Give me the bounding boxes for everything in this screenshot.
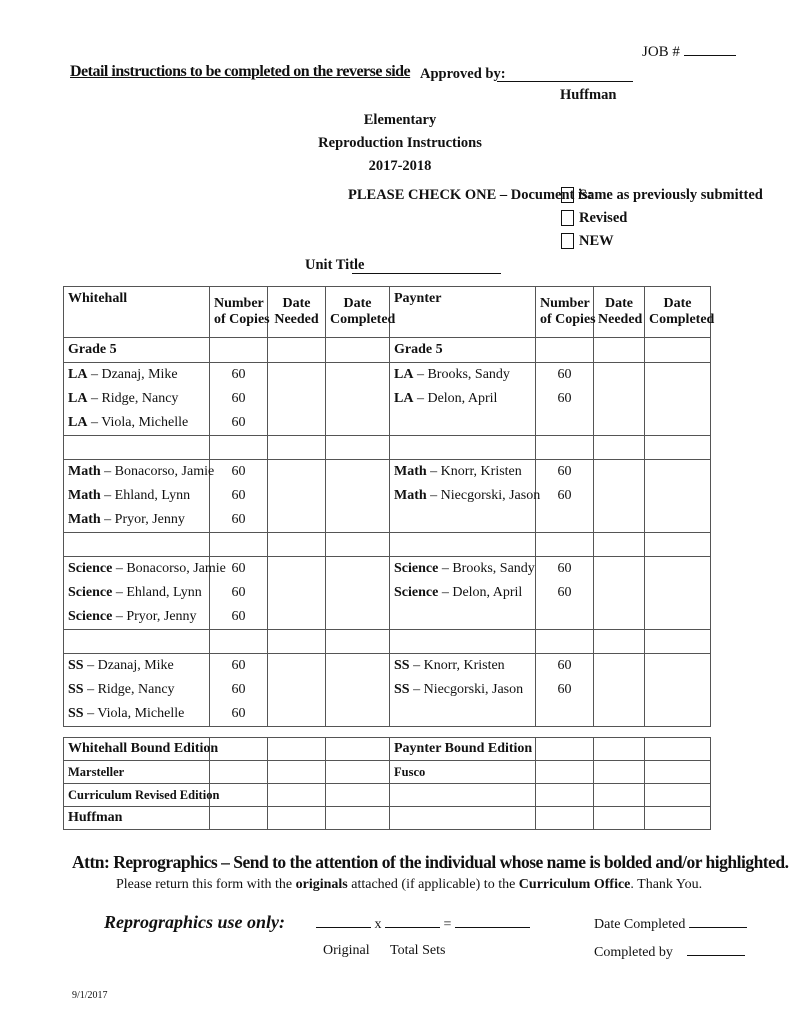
empty-cell[interactable] [210, 533, 268, 557]
empty-cell[interactable] [536, 630, 594, 654]
teacher-name: Pryor, Jenny [126, 609, 197, 624]
teacher-name: Pryor, Jenny [114, 512, 185, 527]
form-date: 9/1/2017 [72, 990, 108, 1001]
completed-cell[interactable] [326, 460, 390, 485]
copies-cell[interactable]: 60 [210, 557, 268, 582]
subject-label: Science [68, 561, 113, 576]
subject-label: Math [394, 488, 427, 503]
completed-cell[interactable] [326, 738, 390, 761]
completed-cell[interactable] [326, 557, 390, 582]
needed-cell[interactable] [594, 508, 645, 533]
total-sets-field[interactable] [385, 915, 440, 928]
option-same-label: Same as previously submitted [579, 187, 763, 203]
needed-cell[interactable] [594, 411, 645, 436]
needed-cell[interactable] [268, 411, 326, 436]
subject-label: SS [394, 682, 410, 697]
needed-cell[interactable] [594, 761, 645, 784]
empty-cell[interactable] [64, 533, 210, 557]
empty-cell[interactable] [390, 807, 536, 830]
empty-cell[interactable] [536, 436, 594, 460]
completed-cell[interactable] [645, 508, 711, 533]
needed-cell[interactable] [268, 338, 326, 363]
empty-cell[interactable] [210, 630, 268, 654]
copies-cell[interactable] [210, 738, 268, 761]
right-teacher-cell [390, 605, 536, 630]
grade-left: Grade 5 [64, 338, 210, 363]
job-number [642, 42, 736, 61]
needed-cell[interactable] [594, 557, 645, 582]
teacher-name: Delon, April [452, 585, 523, 600]
left-teacher-cell: Math – Pryor, Jenny [64, 508, 210, 533]
checkbox-new[interactable] [561, 233, 574, 249]
completed-cell[interactable] [645, 411, 711, 436]
left-teacher-cell: SS – Viola, Michelle [64, 702, 210, 727]
empty-cell[interactable] [594, 436, 645, 460]
completed-cell[interactable] [645, 738, 711, 761]
whitehall-bound-person: Marsteller [64, 761, 210, 784]
empty-cell[interactable] [326, 630, 390, 654]
title-line-3: 2017-2018 [368, 158, 432, 174]
title-line-1: Elementary [363, 112, 437, 128]
right-teacher-cell: LA – Brooks, Sandy [390, 363, 536, 388]
subject-label: Science [68, 585, 113, 600]
teacher-name: Dzanaj, Mike [101, 367, 178, 382]
completed-cell[interactable] [326, 363, 390, 388]
subject-label: Math [68, 512, 101, 527]
table-header-row [64, 287, 711, 338]
copies-cell[interactable]: 60 [536, 484, 594, 508]
right-teacher-cell: Science – Brooks, Sandy [390, 557, 536, 582]
spacer-row [64, 436, 711, 460]
completed-cell[interactable] [645, 654, 711, 679]
completed-cell[interactable] [645, 605, 711, 630]
right-teacher-cell: LA – Delon, April [390, 387, 536, 411]
copies-cell[interactable]: 60 [210, 605, 268, 630]
subject-label: SS [68, 658, 84, 673]
result-field[interactable] [455, 915, 530, 928]
subject-label: Science [394, 561, 439, 576]
copies-calculation: x = [316, 915, 530, 933]
completed-cell[interactable] [645, 387, 711, 411]
completed-by: Completed by [594, 943, 745, 961]
copies-cell[interactable] [536, 702, 594, 727]
needed-cell[interactable] [594, 702, 645, 727]
table-row [64, 411, 711, 436]
col-needed-header: Date Needed [594, 287, 645, 338]
completed-cell[interactable] [645, 363, 711, 388]
subject-label: Math [394, 464, 427, 479]
copies-cell[interactable]: 60 [210, 678, 268, 702]
grade-row [64, 338, 711, 363]
empty-cell[interactable] [268, 630, 326, 654]
teacher-name: Delon, April [427, 391, 498, 406]
approver-name: Huffman [560, 87, 617, 103]
empty-cell[interactable] [390, 784, 536, 807]
empty-cell[interactable] [536, 533, 594, 557]
teacher-name: Ridge, Nancy [101, 391, 179, 406]
approved-label: Approved by: [420, 66, 506, 82]
col-copies-header: Number of Copies [210, 287, 268, 338]
completed-cell[interactable] [326, 678, 390, 702]
empty-cell[interactable] [326, 533, 390, 557]
needed-cell[interactable] [268, 605, 326, 630]
teacher-name: Ridge, Nancy [97, 682, 175, 697]
spacer-row [64, 630, 711, 654]
needed-cell[interactable] [594, 387, 645, 411]
copies-cell[interactable]: 60 [210, 581, 268, 605]
reprographics-label: Reprographics use only: [104, 912, 286, 932]
teacher-name: Ehland, Lynn [126, 585, 202, 600]
table-row [64, 678, 711, 702]
completed-cell[interactable] [326, 411, 390, 436]
needed-cell[interactable] [594, 654, 645, 679]
completed-cell[interactable] [645, 784, 711, 807]
completed-cell[interactable] [645, 581, 711, 605]
empty-cell[interactable] [64, 436, 210, 460]
completed-cell[interactable] [326, 581, 390, 605]
reproduction-table [63, 286, 715, 727]
subject-label: SS [68, 706, 84, 721]
copies-cell[interactable] [536, 761, 594, 784]
table-row [64, 605, 711, 630]
empty-cell[interactable] [594, 533, 645, 557]
copies-cell[interactable] [210, 807, 268, 830]
empty-cell[interactable] [210, 436, 268, 460]
copies-cell[interactable]: 60 [536, 678, 594, 702]
check-one-label: PLEASE CHECK ONE – Document is: [348, 187, 593, 203]
spacer-row [64, 533, 711, 557]
copies-cell[interactable]: 60 [210, 654, 268, 679]
original-label: Original [323, 943, 370, 958]
table-row [64, 581, 711, 605]
copies-cell[interactable]: 60 [210, 702, 268, 727]
right-teacher-cell: SS – Knorr, Kristen [390, 654, 536, 679]
needed-cell[interactable] [268, 508, 326, 533]
needed-cell[interactable] [594, 678, 645, 702]
right-teacher-cell: Science – Delon, April [390, 581, 536, 605]
copies-cell[interactable] [536, 338, 594, 363]
date-completed-field[interactable] [689, 915, 747, 928]
table-row [64, 460, 711, 485]
needed-cell[interactable] [268, 678, 326, 702]
copies-cell[interactable] [210, 761, 268, 784]
subject-label: Science [394, 585, 439, 600]
col-copies-header: Number of Copies [536, 287, 594, 338]
copies-cell[interactable]: 60 [536, 654, 594, 679]
completed-cell[interactable] [645, 460, 711, 485]
teacher-name: Ehland, Lynn [114, 488, 191, 503]
table-row [64, 784, 711, 807]
subject-label: Science [68, 609, 113, 624]
table-row [64, 761, 711, 784]
completed-cell[interactable] [326, 654, 390, 679]
teacher-name: Dzanaj, Mike [97, 658, 174, 673]
subject-label: SS [394, 658, 410, 673]
empty-cell[interactable] [268, 533, 326, 557]
needed-cell[interactable] [268, 702, 326, 727]
approved-signature-line[interactable] [497, 81, 633, 82]
completed-cell[interactable] [326, 508, 390, 533]
teacher-name: Knorr, Kristen [440, 464, 522, 479]
right-teacher-cell [390, 411, 536, 436]
bound-edition-table [63, 737, 711, 830]
needed-cell[interactable] [594, 484, 645, 508]
needed-cell[interactable] [268, 761, 326, 784]
needed-cell[interactable] [594, 807, 645, 830]
needed-cell[interactable] [268, 484, 326, 508]
unit-title-field[interactable] [352, 273, 501, 274]
needed-cell[interactable] [594, 363, 645, 388]
copies-cell[interactable]: 60 [210, 387, 268, 411]
table-row [64, 363, 711, 388]
curriculum-revised-person: Huffman [64, 807, 210, 830]
teacher-name: Brooks, Sandy [427, 367, 510, 382]
subject-label: Math [68, 464, 101, 479]
subject-label: LA [68, 367, 88, 382]
left-teacher-cell: LA – Viola, Michelle [64, 411, 210, 436]
completed-cell[interactable] [645, 702, 711, 727]
completed-cell[interactable] [645, 484, 711, 508]
whitehall-header: Whitehall [64, 287, 210, 338]
col-completed-header: Date Completed [645, 287, 711, 338]
copies-cell[interactable] [536, 605, 594, 630]
needed-cell[interactable] [268, 784, 326, 807]
checkbox-revised[interactable] [561, 210, 574, 226]
completed-cell[interactable] [326, 761, 390, 784]
left-teacher-cell: LA – Ridge, Nancy [64, 387, 210, 411]
completed-cell[interactable] [645, 678, 711, 702]
job-number-field[interactable] [684, 42, 736, 56]
copies-cell[interactable]: 60 [536, 363, 594, 388]
copies-cell[interactable] [536, 784, 594, 807]
copies-cell[interactable]: 60 [536, 557, 594, 582]
copies-cell[interactable]: 60 [210, 484, 268, 508]
left-teacher-cell: SS – Ridge, Nancy [64, 678, 210, 702]
needed-cell[interactable] [594, 784, 645, 807]
copies-cell[interactable] [536, 738, 594, 761]
teacher-name: Bonacorso, Jamie [114, 464, 215, 479]
unit-title-label: Unit Title [305, 257, 365, 273]
table-row [64, 738, 711, 761]
teacher-name: Knorr, Kristen [423, 658, 505, 673]
original-field[interactable] [316, 915, 371, 928]
return-instructions: Please return this form with the originals attached (if applicable) to the Curriculum Office. Thank You. [116, 877, 703, 892]
right-teacher-cell: SS – Niecgorski, Jason [390, 678, 536, 702]
empty-cell[interactable] [645, 630, 711, 654]
left-teacher-cell: Science – Bonacorso, Jamie [64, 557, 210, 582]
left-teacher-cell: Math – Bonacorso, Jamie [64, 460, 210, 485]
completed-cell[interactable] [326, 338, 390, 363]
completed-cell[interactable] [645, 807, 711, 830]
copies-cell[interactable]: 60 [210, 363, 268, 388]
date-completed: Date Completed [594, 915, 747, 933]
paynter-bound-person: Fusco [390, 761, 536, 784]
copies-cell[interactable]: 60 [210, 460, 268, 485]
left-teacher-cell: Science – Pryor, Jenny [64, 605, 210, 630]
copies-cell[interactable]: 60 [210, 411, 268, 436]
completed-cell[interactable] [326, 484, 390, 508]
teacher-name: Brooks, Sandy [452, 561, 535, 576]
table-row [64, 387, 711, 411]
grade-right: Grade 5 [390, 338, 536, 363]
subject-label: LA [394, 367, 414, 382]
copies-cell[interactable] [536, 807, 594, 830]
needed-cell[interactable] [268, 807, 326, 830]
needed-cell[interactable] [594, 460, 645, 485]
needed-cell[interactable] [268, 738, 326, 761]
left-teacher-cell: LA – Dzanaj, Mike [64, 363, 210, 388]
needed-cell[interactable] [268, 387, 326, 411]
copies-cell[interactable]: 60 [210, 508, 268, 533]
completed-cell[interactable] [326, 807, 390, 830]
copies-cell[interactable] [210, 338, 268, 363]
subject-label: LA [394, 391, 414, 406]
right-teacher-cell: Math – Niecgorski, Jason [390, 484, 536, 508]
table-row [64, 484, 711, 508]
empty-cell[interactable] [645, 436, 711, 460]
completed-cell[interactable] [326, 387, 390, 411]
needed-cell[interactable] [268, 581, 326, 605]
curriculum-revised-label: Curriculum Revised Edition [64, 784, 210, 807]
total-sets-label: Total Sets [390, 943, 446, 958]
subject-label: LA [68, 415, 88, 430]
empty-cell[interactable] [64, 630, 210, 654]
detail-note: Detail instructions to be completed on the reverse side [70, 63, 411, 80]
job-label: JOB # [642, 44, 680, 60]
needed-cell[interactable] [268, 557, 326, 582]
copies-cell[interactable] [536, 508, 594, 533]
completed-cell[interactable] [326, 605, 390, 630]
whitehall-bound-title: Whitehall Bound Edition [64, 738, 210, 761]
col-completed-header: Date Completed [326, 287, 390, 338]
needed-cell[interactable] [594, 338, 645, 363]
table-row [64, 807, 711, 830]
subject-label: LA [68, 391, 88, 406]
completed-cell[interactable] [645, 761, 711, 784]
attn-notice: Attn: Reprographics – Send to the attention of the individual whose name is bolded and/or highlighted. [72, 852, 789, 872]
checkbox-same[interactable] [561, 187, 574, 203]
teacher-name: Niecgorski, Jason [440, 488, 541, 503]
right-teacher-cell: Math – Knorr, Kristen [390, 460, 536, 485]
copies-cell[interactable] [536, 411, 594, 436]
title-line-2: Reproduction Instructions [318, 135, 482, 151]
needed-cell[interactable] [594, 738, 645, 761]
empty-cell[interactable] [390, 436, 536, 460]
teacher-name: Viola, Michelle [101, 415, 189, 430]
table-row [64, 654, 711, 679]
left-teacher-cell: Math – Ehland, Lynn [64, 484, 210, 508]
teacher-name: Niecgorski, Jason [423, 682, 524, 697]
right-teacher-cell [390, 508, 536, 533]
option-new-label: NEW [579, 233, 614, 249]
table-row [64, 702, 711, 727]
subject-label: Math [68, 488, 101, 503]
copies-cell[interactable]: 60 [536, 387, 594, 411]
empty-cell[interactable] [594, 630, 645, 654]
option-revised-label: Revised [579, 210, 628, 226]
copies-cell[interactable]: 60 [536, 581, 594, 605]
empty-cell[interactable] [645, 533, 711, 557]
empty-cell[interactable] [268, 436, 326, 460]
completed-cell[interactable] [645, 338, 711, 363]
subject-label: SS [68, 682, 84, 697]
teacher-name: Bonacorso, Jamie [126, 561, 226, 576]
left-teacher-cell: Science – Ehland, Lynn [64, 581, 210, 605]
completed-cell[interactable] [326, 784, 390, 807]
needed-cell[interactable] [268, 460, 326, 485]
paynter-header: Paynter [390, 287, 536, 338]
needed-cell[interactable] [594, 581, 645, 605]
needed-cell[interactable] [268, 363, 326, 388]
paynter-bound-title: Paynter Bound Edition [390, 738, 536, 761]
table-row [64, 557, 711, 582]
completed-by-field[interactable] [687, 943, 745, 956]
completed-cell[interactable] [326, 702, 390, 727]
copies-cell[interactable]: 60 [536, 460, 594, 485]
completed-cell[interactable] [645, 557, 711, 582]
table-row [64, 508, 711, 533]
empty-cell[interactable] [390, 630, 536, 654]
empty-cell[interactable] [390, 533, 536, 557]
needed-cell[interactable] [594, 605, 645, 630]
empty-cell[interactable] [326, 436, 390, 460]
needed-cell[interactable] [268, 654, 326, 679]
teacher-name: Viola, Michelle [97, 706, 185, 721]
right-teacher-cell [390, 702, 536, 727]
left-teacher-cell: SS – Dzanaj, Mike [64, 654, 210, 679]
col-needed-header: Date Needed [268, 287, 326, 338]
